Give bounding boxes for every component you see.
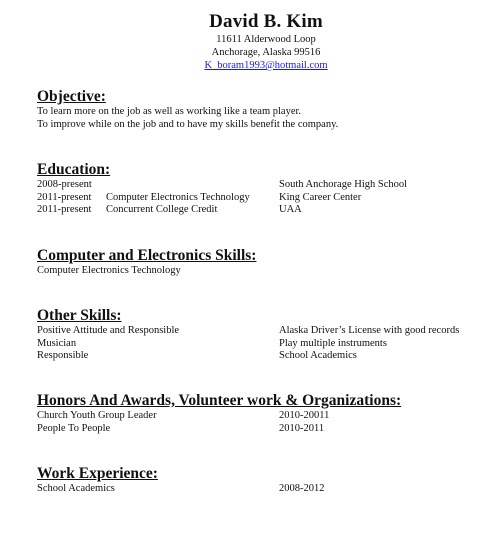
- work-section: [37, 465, 477, 496]
- skill-left: Responsible: [37, 350, 89, 361]
- education-program: Computer Electronics Technology: [106, 191, 250, 203]
- honors-row: [37, 410, 477, 423]
- skill-left: Positive Attitude and Responsible: [37, 325, 180, 336]
- other-skills-row: [37, 350, 477, 363]
- resume-header: [0, 11, 493, 72]
- objective-line: To learn more on the job as well as working like a team player.: [37, 106, 302, 117]
- work-date: 2008-2012: [279, 483, 325, 494]
- computer-skill-item: Computer Electronics Technology: [37, 265, 181, 276]
- education-date: 2008-present: [37, 179, 92, 190]
- honors-item: Church Youth Group Leader: [37, 410, 157, 421]
- skill-right: Alaska Driver’s License with good records: [279, 325, 460, 336]
- skill-right: Play multiple instruments: [279, 337, 387, 349]
- other-skills-section: [37, 307, 477, 363]
- honors-date: 2010-20011: [279, 410, 330, 421]
- honors-title: Honors And Awards, Volunteer work & Organizations:: [37, 392, 402, 409]
- objective-title: Objective:: [37, 88, 106, 105]
- honors-row: [37, 423, 477, 436]
- skill-right: School Academics: [279, 350, 357, 361]
- other-skills-row: [37, 338, 477, 351]
- computer-skills-section: [37, 247, 477, 278]
- education-row: [37, 204, 477, 217]
- education-institution: King Career Center: [279, 191, 362, 203]
- education-title: Education:: [37, 161, 111, 178]
- address-line-1: 11611 Alderwood Loop: [216, 34, 316, 45]
- honors-section: [37, 392, 477, 435]
- honors-date: 2010-2011: [279, 422, 325, 434]
- email-link[interactable]: K_boram1993@hotmail.com: [204, 60, 328, 71]
- skill-left: Musician: [37, 337, 77, 349]
- other-skills-row: [37, 325, 477, 338]
- education-program: Concurrent College Credit: [106, 204, 218, 215]
- education-row: [37, 179, 477, 192]
- education-date: 2011-present: [37, 204, 92, 215]
- work-item: School Academics: [37, 483, 115, 494]
- work-title: Work Experience:: [37, 465, 158, 482]
- objective-line: To improve while on the job and to have my skills benefit the company.: [37, 118, 339, 130]
- address-line-2: Anchorage, Alaska 99516: [211, 47, 321, 58]
- honors-item: People To People: [37, 422, 111, 434]
- applicant-name: David B. Kim: [209, 11, 323, 32]
- education-institution: South Anchorage High School: [279, 179, 408, 190]
- work-row: [37, 483, 477, 496]
- education-institution: UAA: [279, 204, 302, 215]
- computer-skills-title: Computer and Electronics Skills:: [37, 247, 257, 264]
- education-date: 2011-present: [37, 191, 92, 203]
- objective-section: [37, 88, 477, 131]
- education-section: [37, 161, 477, 217]
- education-row: [37, 192, 477, 205]
- other-skills-title: Other Skills:: [37, 307, 122, 324]
